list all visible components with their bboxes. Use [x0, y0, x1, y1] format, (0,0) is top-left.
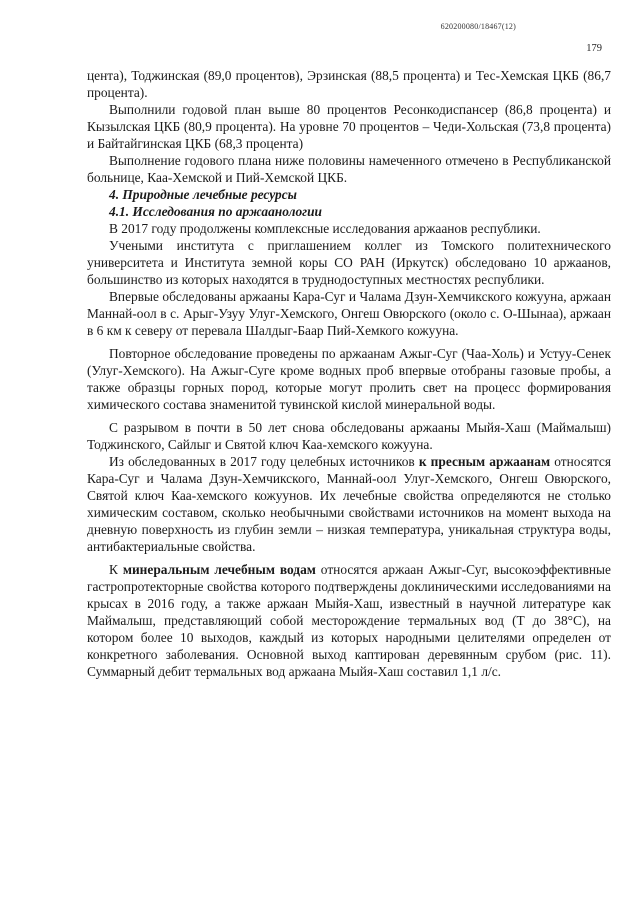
paragraph: В 2017 году продолжены комплексные исследования аржаанов республики. — [109, 221, 541, 236]
subsection-heading: 4.1. Исследования по аржаанологии — [109, 204, 322, 219]
section-heading: 4. Природные лечебные ресурсы — [109, 187, 297, 202]
document-body — [87, 67, 611, 680]
paragraph — [87, 453, 611, 555]
paragraph: Учеными института с приглашением коллег из Томского политехнического университета и Института земной коры СО РАН (Иркутск) обследовано 10 аржаанов, большинство из которых находятся в труднодоступных местностях республики. — [87, 238, 611, 287]
emphasis-text: к пресным аржаанам — [418, 454, 551, 469]
text-run: относятся аржаан Ажыг-Суг, высокоэффективные гастропротекторные свойства которого подтверждены доклиническими исследованиями на крысах в 2016 году, а также аржаан Мыйя-Хаш, известный в научной литературе как Маймалыш, представляющий собой месторождение термальных вод (T до 38°С), на котором более 10 выходов, каждый из которых народными целителями определен от конкретного заболевания. Основной выход каптирован деревянным срубом (рис. 11). Суммарный дебит термальных вод аржаана Мыйя-Хаш составил 1,1 л/с. — [87, 562, 612, 679]
paragraph: Выполнили годовой план выше 80 процентов Ресонкодиспансер (86,8 процента) и Кызылская ЦКБ (80,9 процента). На уровне 70 процентов – Чеди-Хольская (73,8 процента) и Байтайгинская ЦКБ (68,3 процента) — [87, 102, 611, 151]
paragraph: С разрывом в почти в 50 лет снова обследованы аржааны Мыйя-Хаш (Маймалыш) Тоджинского, Сайлыг и Святой ключ Каа-хемского кожууна. — [87, 420, 611, 452]
text-run: К — [109, 562, 123, 577]
text-run: Из обследованных в 2017 году целебных источников — [109, 454, 419, 469]
emphasis-text: минеральным лечебным водам — [122, 562, 316, 577]
paragraph: Впервые обследованы аржааны Кара-Суг и Чалама Дзун-Хемчикского кожууна, аржаан Маннай-оол в с. Арыг-Узуу Улуг-Хемского, Онгеш Овюрского (около с. О-Шынаа), аржаан в 6 км к северу от перевала Шалдыг-Баар Пий-Хемкого кожууна. — [87, 289, 611, 338]
text-run: относятся Кара-Суг и Чалама Дзун-Хемчикского, Маннай-оол Улуг-Хемского, Онгеш Овюрского, Святой ключ Каа-хемского кожуунов. Их лечебные свойства определяются не столько химическим составом, сколько необычными свойствами источников на момент выхода на дневную поверхность из глубин земли – низкая температура, уникальная структура воды, антибактериальные свойства. — [87, 454, 611, 554]
paragraph-continued: цента), Тоджинская (89,0 процентов), Эрзинская (88,5 процента) и Тес-Хемская ЦКБ (86,7 процента). — [87, 68, 611, 100]
paragraph — [87, 561, 611, 680]
paragraph: Повторное обследование проведены по аржаанам Ажыг-Суг (Чаа-Холь) и Устуу-Сенек (Улуг-Хемского). На Ажыг-Суге кроме водных проб впервые отобраны газовые пробы, а также образцы горных пород, которые могут пролить свет на процесс формирования химического состава знаменитой тувинской кислой минеральной воды. — [87, 346, 611, 412]
paragraph: Выполнение годового плана ниже половины намеченного отмечено в Республиканской больнице, Каа-Хемской и Пий-Хемской ЦКБ. — [87, 153, 611, 185]
document-id: 620200080/18467(12) — [440, 22, 516, 31]
page-number: 179 — [586, 43, 602, 54]
